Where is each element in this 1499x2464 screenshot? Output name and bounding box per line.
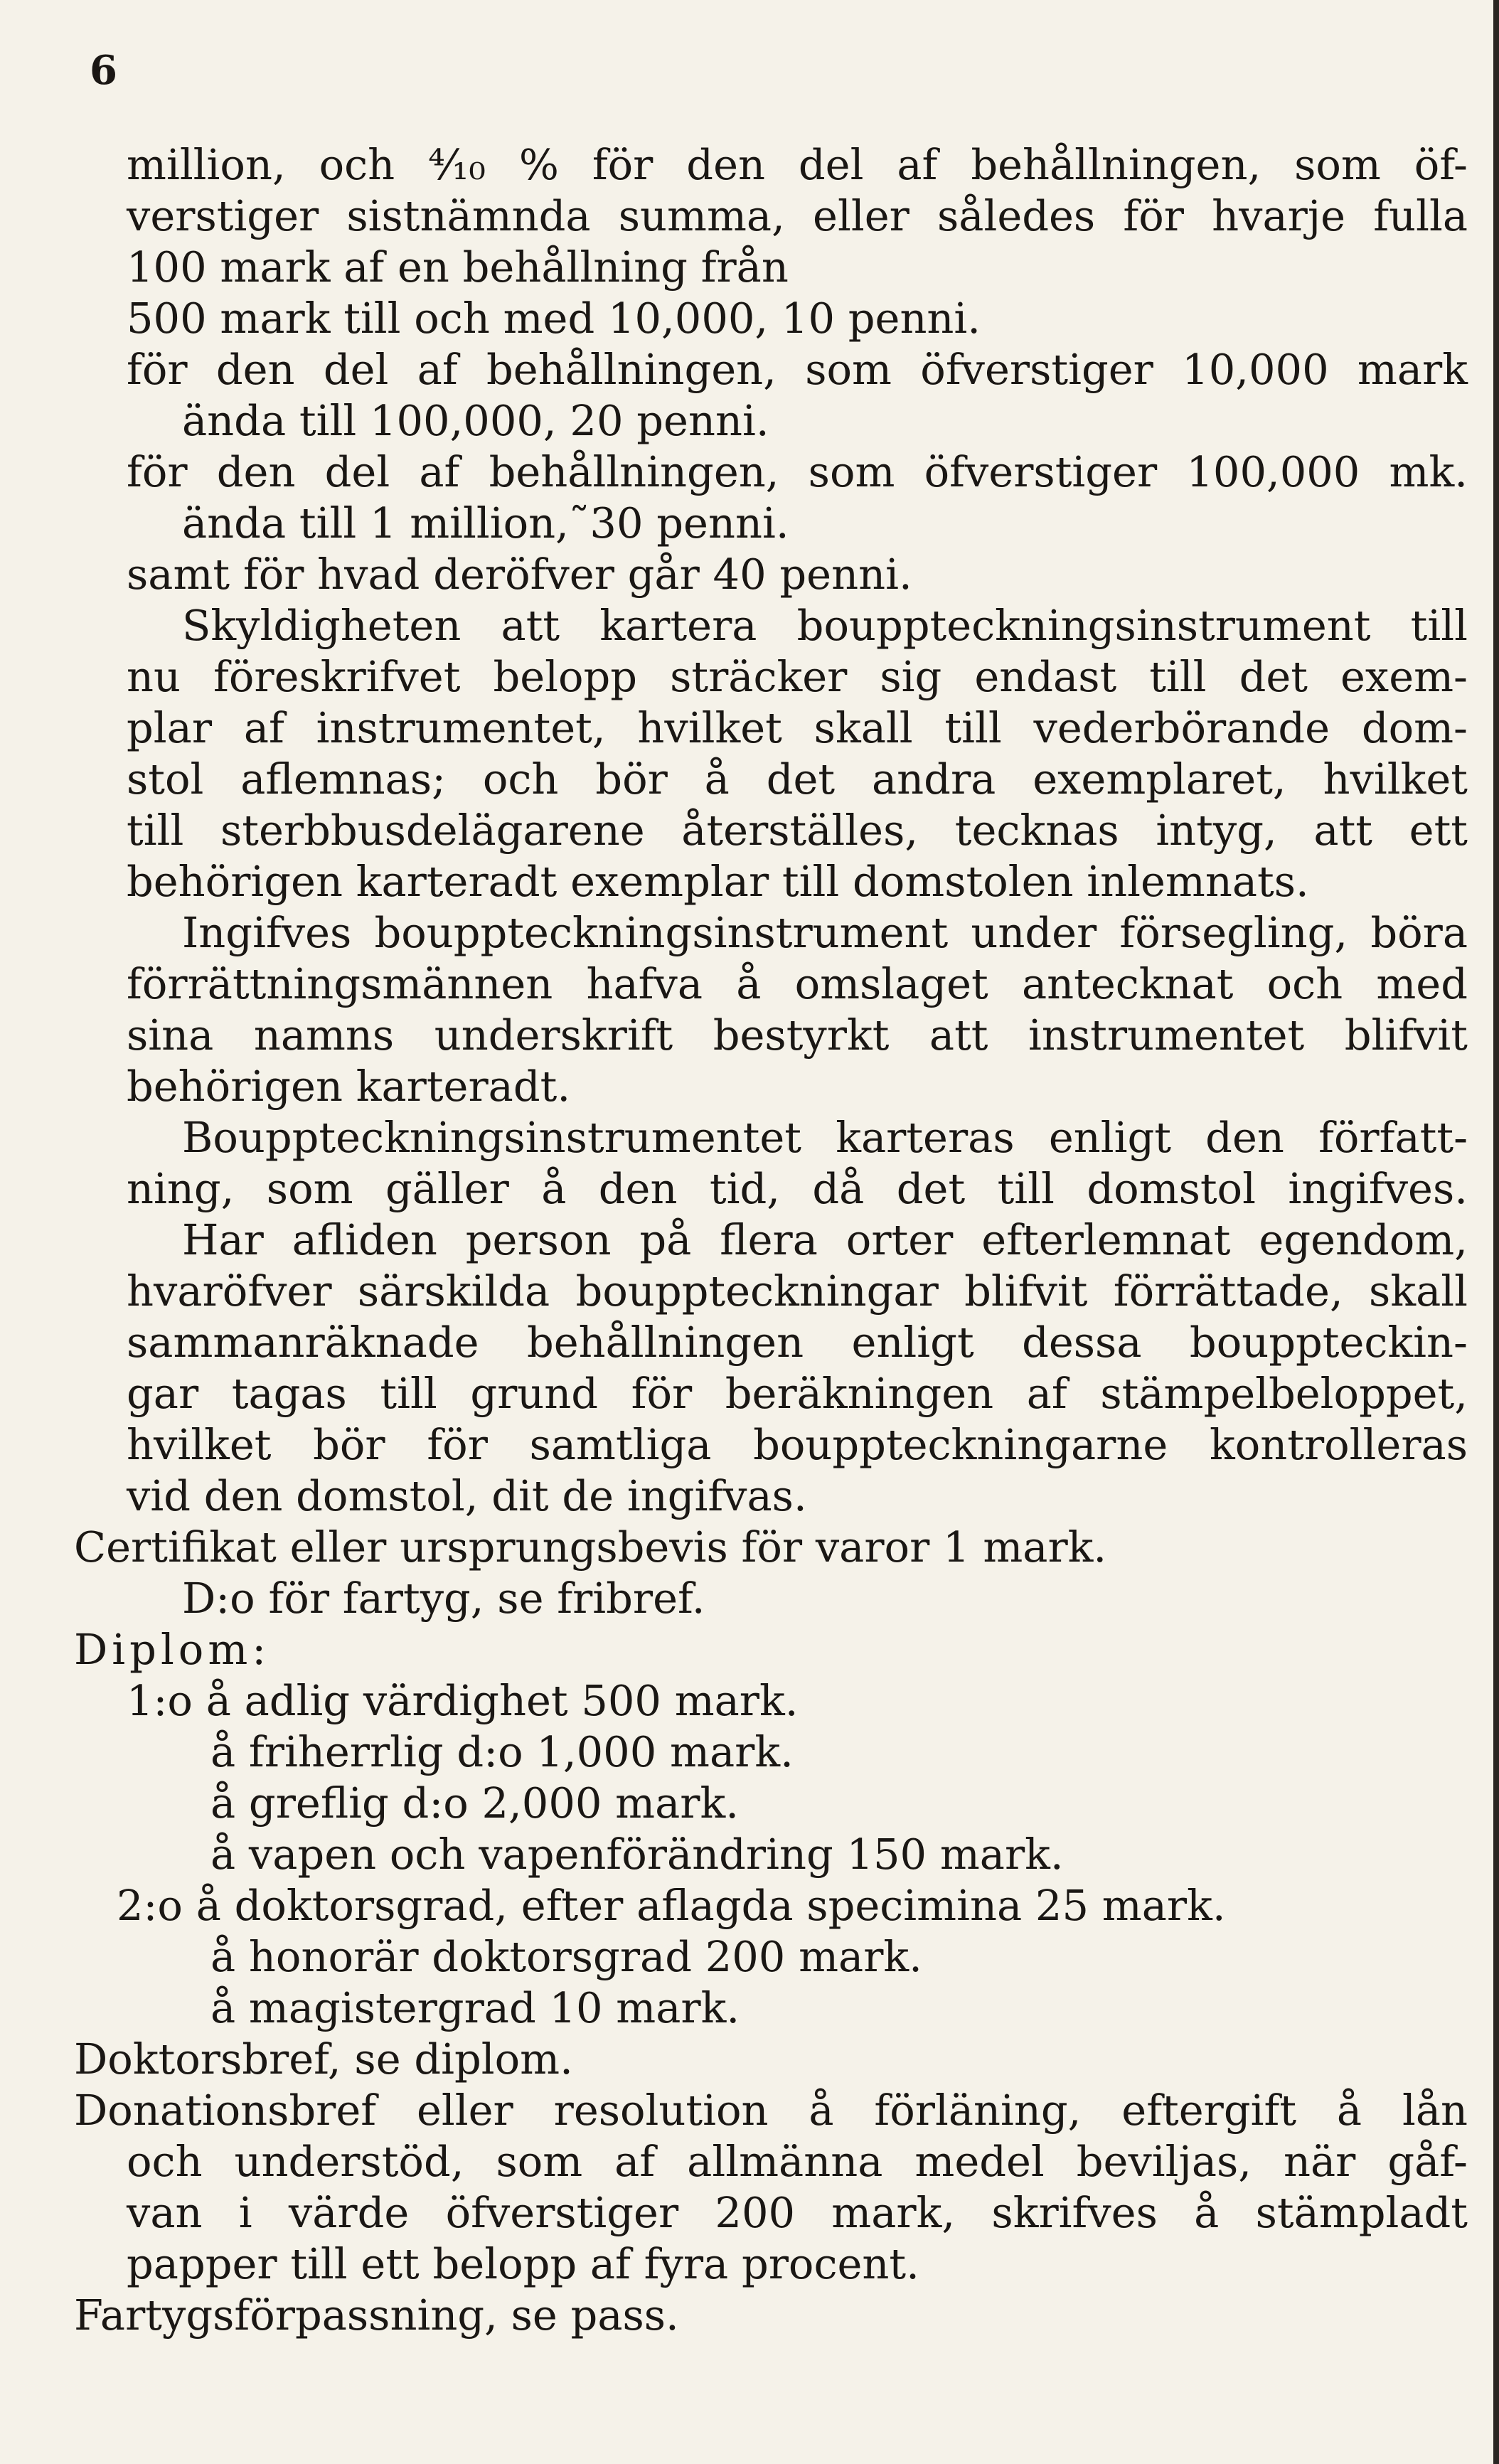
- text-line: samt för hvad deröfver går 40 penni.: [127, 550, 912, 599]
- text-line: förrättningsmännen hafva å omslaget antecknat och med: [127, 959, 1468, 1008]
- text-line: sammanräknade behållningen enligt dessa bouppteckin-: [127, 1318, 1468, 1367]
- text-line: och understöd, som af allmänna medel beviljas, när gåf-: [127, 2137, 1468, 2186]
- text-line: å magistergrad 10 mark.: [210, 1983, 740, 2032]
- text-line: behörigen karteradt.: [127, 1062, 571, 1111]
- text-line: 1:o å adlig värdighet 500 mark.: [127, 1676, 799, 1725]
- page-number: 6: [90, 47, 117, 94]
- text-line: million, och ⁴⁄₁₀ % för den del af behållningen, som öf-: [127, 140, 1468, 189]
- text-line: hvaröfver särskilda bouppteckningar blifvit förrättade, skall: [127, 1266, 1468, 1316]
- text-line: 500 mark till och med 10,000, 10 penni.: [127, 294, 981, 343]
- text-line: till sterbbusdelägarene återställes, tecknas intyg, att ett: [127, 806, 1468, 855]
- text-line: stol aflemnas; och bör å det andra exemplaret, hvilket: [127, 754, 1468, 804]
- text-line: verstiger sistnämnda summa, eller således för hvarje fulla: [127, 191, 1468, 240]
- text-line: D:o för fartyg, se fribref.: [182, 1574, 705, 1623]
- text-line: 2:o å doktorsgrad, efter aflagda specimina 25 mark.: [117, 1881, 1226, 1930]
- text-line: behörigen karteradt exemplar till domstolen inlemnats.: [127, 857, 1309, 906]
- text-line: för den del af behållningen, som öfverstiger 100,000 mk.: [127, 447, 1468, 496]
- text-line: ända till 100,000, 20 penni.: [182, 396, 769, 445]
- text-line: Donationsbref eller resolution å förläning, eftergift å lån: [74, 2086, 1468, 2135]
- text-line: papper till ett belopp af fyra procent.: [127, 2239, 919, 2288]
- text-line: nu föreskrifvet belopp sträcker sig endast till det exem-: [127, 652, 1468, 701]
- text-line: hvilket bör för samtliga bouppteckningarne kontrolleras: [127, 1420, 1468, 1469]
- text-line: Doktorsbref, se diplom.: [74, 2034, 573, 2084]
- text-line: vid den domstol, dit de ingifvas.: [127, 1471, 807, 1520]
- text-line: plar af instrumentet, hvilket skall till vederbörande dom-: [127, 703, 1468, 752]
- text-line: å vapen och vapenförändring 150 mark.: [210, 1830, 1064, 1879]
- text-line: Diplom:: [74, 1625, 271, 1674]
- text-line: ning, som gäller å den tid, då det till domstol ingifves.: [127, 1164, 1468, 1213]
- text-line: å friherrlig d:o 1,000 mark.: [210, 1727, 794, 1776]
- text-line: Certifikat eller ursprungsbevis för varor 1 mark.: [74, 1522, 1107, 1572]
- text-line: 100 mark af en behållning från: [127, 242, 789, 292]
- text-line: Bouppteckningsinstrumentet karteras enligt den författ-: [182, 1113, 1468, 1162]
- text-line: gar tagas till grund för beräkningen af stämpelbeloppet,: [127, 1369, 1468, 1418]
- text-line: å greflig d:o 2,000 mark.: [210, 1778, 739, 1828]
- text-line: å honorär doktorsgrad 200 mark.: [210, 1932, 922, 1981]
- page-edge: [1493, 0, 1499, 2464]
- text-line: ända till 1 million,˜30 penni.: [182, 498, 789, 548]
- text-line: Har afliden person på flera orter efterlemnat egendom,: [182, 1215, 1468, 1264]
- text-line: för den del af behållningen, som öfverstiger 10,000 mark: [127, 345, 1468, 394]
- text-line: sina namns underskrift bestyrkt att instrumentet blifvit: [127, 1010, 1468, 1060]
- text-line: Ingifves bouppteckningsinstrument under försegling, böra: [182, 908, 1468, 957]
- text-line: Fartygsförpassning, se pass.: [74, 2290, 679, 2340]
- text-line: van i värde öfverstiger 200 mark, skrifves å stämpladt: [127, 2188, 1468, 2237]
- text-line: Skyldigheten att kartera bouppteckningsinstrument till: [182, 601, 1468, 650]
